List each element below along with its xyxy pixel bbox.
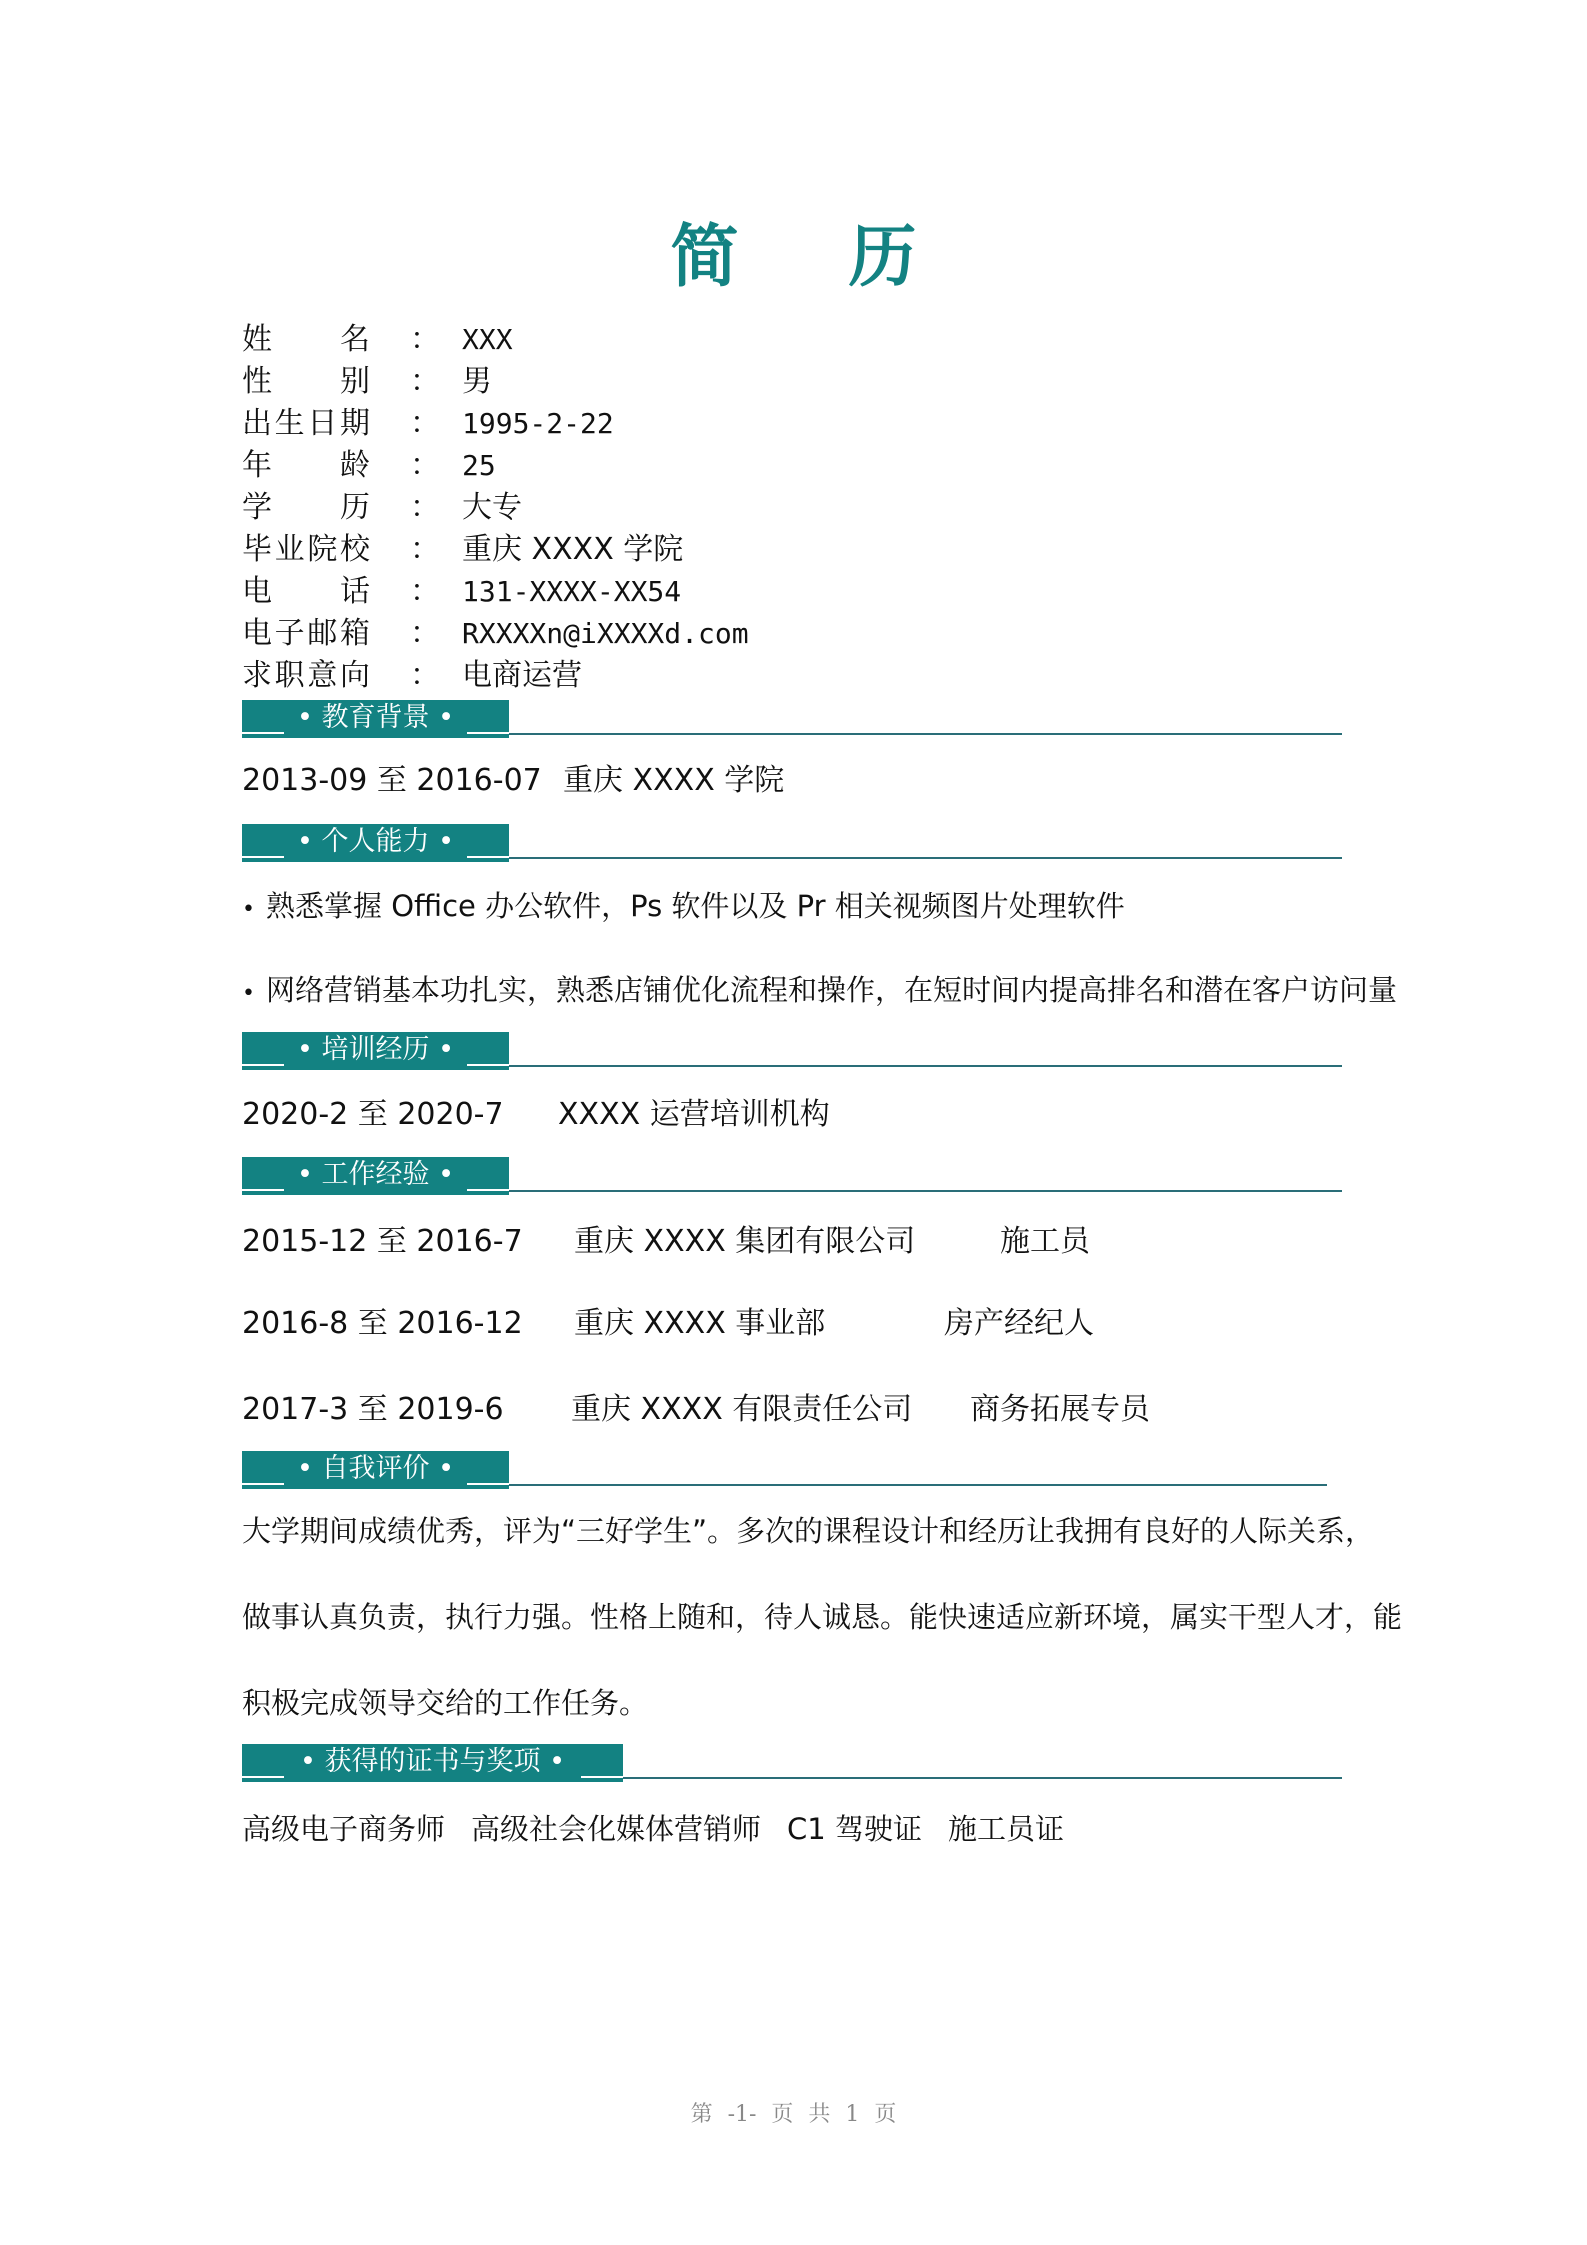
work-position: 施工员 [1000,1224,1090,1259]
section-label: • 工作经验 • [242,1157,509,1195]
info-row-education [242,487,522,529]
colon: ： [410,322,440,357]
info-value-education: 大专 [462,490,522,525]
colon: ： [410,364,440,399]
work-position: 房产经纪人 [944,1306,1094,1341]
info-label: 电 子 邮 箱 [242,616,370,651]
training-period: 2020-2 至 2020-7 [242,1097,504,1132]
info-row-name [242,319,513,361]
certificate-item: 施工员证 [947,1812,1064,1846]
info-label: 电 话 [242,574,370,609]
certificate-item: 高级社会化媒体营销师 [471,1812,762,1846]
section-label: • 个人能力 • [242,824,509,862]
info-value-email: RXXXXn@iXXXXd.com [462,617,749,650]
colon: ： [410,616,440,651]
colon: ： [410,658,440,693]
section-label: • 培训经历 • [242,1032,509,1070]
section-label: • 获得的证书与奖项 • [242,1744,623,1782]
info-label: 出 生 日 期 [242,406,370,441]
work-period: 2017-3 至 2019-6 [242,1392,504,1427]
info-value-birthdate: 1995-2-22 [462,407,614,440]
info-row-birthdate [242,403,614,445]
info-row-job-intent [242,655,582,697]
info-row-school [242,529,683,571]
bullet-icon: • [242,981,255,1006]
work-period: 2015-12 至 2016-7 [242,1224,523,1259]
self-evaluation-line: 积极完成领导交给的工作任务。 [242,1686,649,1720]
training-org: XXXX 运营培训机构 [558,1097,830,1132]
colon: ： [410,532,440,567]
colon: ： [410,448,440,483]
self-evaluation-line: 大学期间成绩优秀，评为“三好学生”。多次的课程设计和经历让我拥有良好的人际关系， [242,1514,1375,1548]
self-evaluation-line: 做事认真负责，执行力强。性格上随和，待人诚恳。能快速适应新环境，属实干型人才，能 [242,1600,1403,1634]
info-label: 性 别 [242,364,370,399]
info-row-age [242,445,496,487]
info-value-age: 25 [462,449,496,482]
info-row-gender [242,361,492,403]
info-row-email [242,613,749,655]
info-label: 姓 名 [242,322,370,357]
skill-text: 网络营销基本功扎实，熟悉店铺优化流程和操作，在短时间内提高排名和潜在客户访问量 [266,973,1398,1007]
certificate-item: C1 驾驶证 [787,1812,922,1846]
skill-text: 熟悉掌握 Office 办公软件，Ps 软件以及 Pr 相关视频图片处理软件 [266,889,1125,923]
certificates-list [242,1809,1090,1849]
page-footer: 第 -1- 页 共 1 页 [690,2102,897,2127]
info-label: 求 职 意 向 [242,658,370,693]
work-period: 2016-8 至 2016-12 [242,1306,523,1341]
info-label: 毕 业 院 校 [242,532,370,567]
colon: ： [410,406,440,441]
info-value-gender: 男 [462,364,492,399]
info-row-phone [242,571,681,613]
info-label: 学 历 [242,490,370,525]
section-label: • 教育背景 • [242,700,509,738]
work-company: 重庆 XXXX 集团有限公司 [574,1224,916,1259]
info-value-name: XXX [462,323,513,356]
education-period: 2013-09 至 2016-07 [242,763,542,798]
colon: ： [410,574,440,609]
info-value-phone: 131-XXXX-XX54 [462,575,682,608]
work-position: 商务拓展专员 [970,1392,1150,1427]
section-label: • 自我评价 • [242,1451,509,1489]
colon: ： [410,490,440,525]
certificate-item: 高级电子商务师 [242,1812,446,1846]
bullet-icon: • [242,897,255,922]
page-title [0,212,1587,302]
title-char-2: 历 [848,217,917,297]
work-company: 重庆 XXXX 事业部 [574,1306,826,1341]
education-school: 重庆 XXXX 学院 [563,763,785,798]
info-value-job-intent: 电商运营 [462,658,582,693]
skill-item [242,970,1397,1010]
info-value-school: 重庆 XXXX 学院 [462,532,684,567]
work-company: 重庆 XXXX 有限责任公司 [571,1392,913,1427]
skill-item [242,886,1125,926]
title-char-1: 简 [670,217,739,297]
info-label: 年 龄 [242,448,370,483]
